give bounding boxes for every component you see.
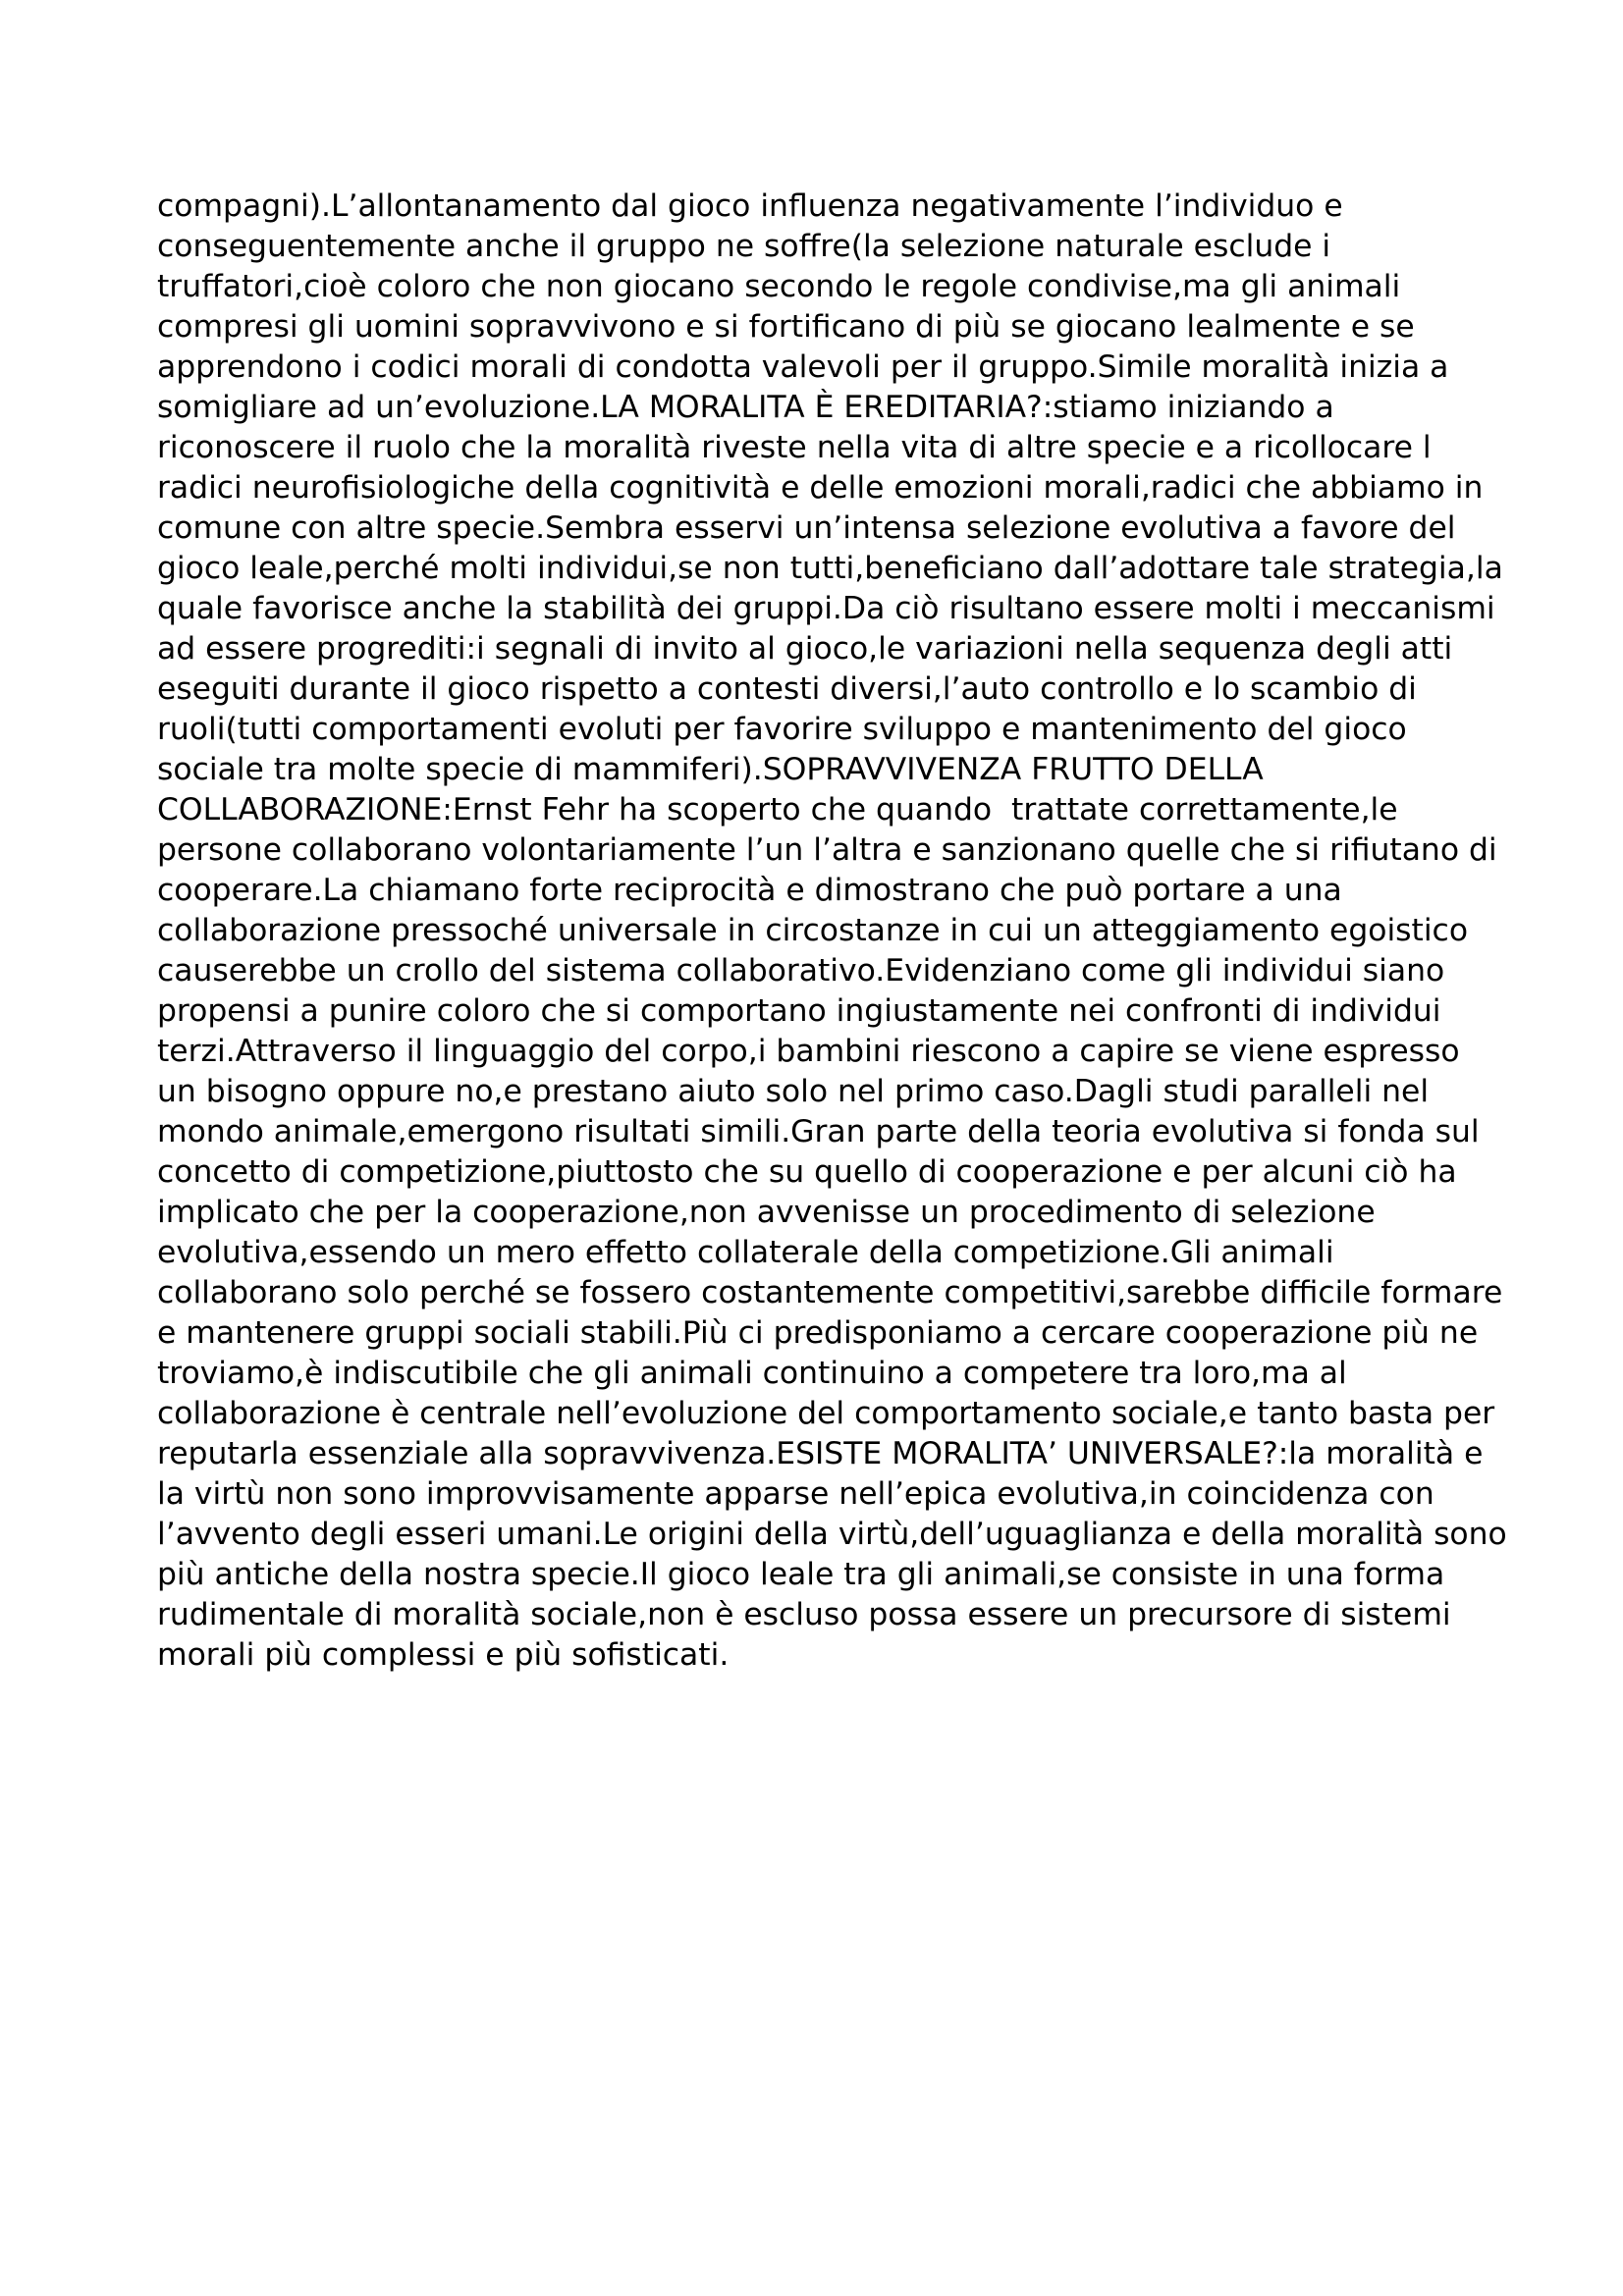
text-line: cooperare.La chiamano forte reciprocità e dimostrano che può portare a una (157, 873, 1342, 908)
text-line: terzi.Attraverso il linguaggio del corpo,i bambini riescono a capire se viene espresso (157, 1034, 1460, 1069)
text-line: collaborazione pressoché universale in circostanze in cui un atteggiamento egoistico (157, 913, 1469, 948)
text-line: causerebbe un crollo del sistema collaborativo.Evidenziano come gli individui siano (157, 953, 1445, 988)
text-line: concetto di competizione,piuttosto che su quello di cooperazione e per alcuni ciò ha (157, 1154, 1457, 1190)
text-line: troviamo,è indiscutibile che gli animali continuino a competere tra loro,ma al (157, 1356, 1347, 1391)
text-line: e mantenere gruppi sociali stabili.Più ci predisponiamo a cercare cooperazione più ne (157, 1315, 1479, 1351)
text-line: mondo animale,emergono risultati simili.Gran parte della teoria evolutiva si fonda sul (157, 1114, 1480, 1149)
text-line: collaborano solo perché se fossero costantemente competitivi,sarebbe difficile formare (157, 1275, 1503, 1310)
text-line: rudimentale di moralità sociale,non è escluso possa essere un precursore di sistemi (157, 1597, 1451, 1632)
body-text (157, 187, 1532, 1676)
text-line: l’avvento degli esseri umani.Le origini della virtù,dell’uguaglianza e della moralità sono (157, 1517, 1507, 1552)
text-line: COLLABORAZIONE:Ernst Fehr ha scoperto che quando trattate correttamente,le (157, 792, 1398, 828)
text-line: la virtù non sono improvvisamente apparse nell’epica evolutiva,in coincidenza con (157, 1476, 1434, 1512)
text-line: un bisogno oppure no,e prestano aiuto solo nel primo caso.Dagli studi paralleli nel (157, 1074, 1430, 1109)
text-line: collaborazione è centrale nell’evoluzione del comportamento sociale,e tanto basta per (157, 1396, 1495, 1431)
text-line: persone collaborano volontariamente l’un l’altra e sanzionano quelle che si rifiutano di (157, 832, 1497, 868)
text-line: truffatori,cioè coloro che non giocano secondo le regole condivise,ma gli animali (157, 269, 1401, 304)
text-line: compresi gli uomini sopravvivono e si fortificano di più se giocano lealmente e se (157, 309, 1415, 345)
text-line: compagni).L’allontanamento dal gioco influenza negativamente l’individuo e (157, 188, 1343, 224)
text-line: riconoscere il ruolo che la moralità riveste nella vita di altre specie e a ricollocare l (157, 430, 1432, 465)
text-line: gioco leale,perché molti individui,se non tutti,beneficiano dall’adottare tale strategia,la (157, 551, 1503, 586)
text-line: morali più complessi e più sofisticati. (157, 1637, 730, 1673)
text-line: reputarla essenziale alla sopravvivenza.ESISTE MORALITA’ UNIVERSALE?:la moralità e (157, 1436, 1484, 1471)
text-line: eseguiti durante il gioco rispetto a contesti diversi,l’auto controllo e lo scambio di (157, 671, 1417, 707)
text-line: somigliare ad un’evoluzione.LA MORALITA È EREDITARIA?:stiamo iniziando a (157, 390, 1334, 425)
text-line: ruoli(tutti comportamenti evoluti per favorire sviluppo e mantenimento del gioco (157, 712, 1407, 747)
text-line: più antiche della nostra specie.Il gioco leale tra gli animali,se consiste in una forma (157, 1557, 1445, 1592)
text-line: comune con altre specie.Sembra esservi un’intensa selezione evolutiva a favore del (157, 510, 1456, 546)
text-line: apprendono i codici morali di condotta valevoli per il gruppo.Simile moralità inizia a (157, 349, 1449, 385)
text-line: implicato che per la cooperazione,non avvenisse un procedimento di selezione (157, 1195, 1376, 1230)
text-line: radici neurofisiologiche della cognitività e delle emozioni morali,radici che abbiamo in (157, 470, 1484, 506)
text-line: sociale tra molte specie di mammiferi).SOPRAVVIVENZA FRUTTO DELLA (157, 752, 1264, 787)
text-line: quale favorisce anche la stabilità dei gruppi.Da ciò risultano essere molti i meccanismi (157, 591, 1495, 626)
text-line: ad essere progrediti:i segnali di invito al gioco,le variazioni nella sequenza degli atti (157, 631, 1453, 667)
text-line: evolutiva,essendo un mero effetto collaterale della competizione.Gli animali (157, 1235, 1334, 1270)
text-line: propensi a punire coloro che si comportano ingiustamente nei confronti di individui (157, 993, 1441, 1029)
text-line: conseguentemente anche il gruppo ne soffre(la selezione naturale esclude i (157, 229, 1331, 264)
